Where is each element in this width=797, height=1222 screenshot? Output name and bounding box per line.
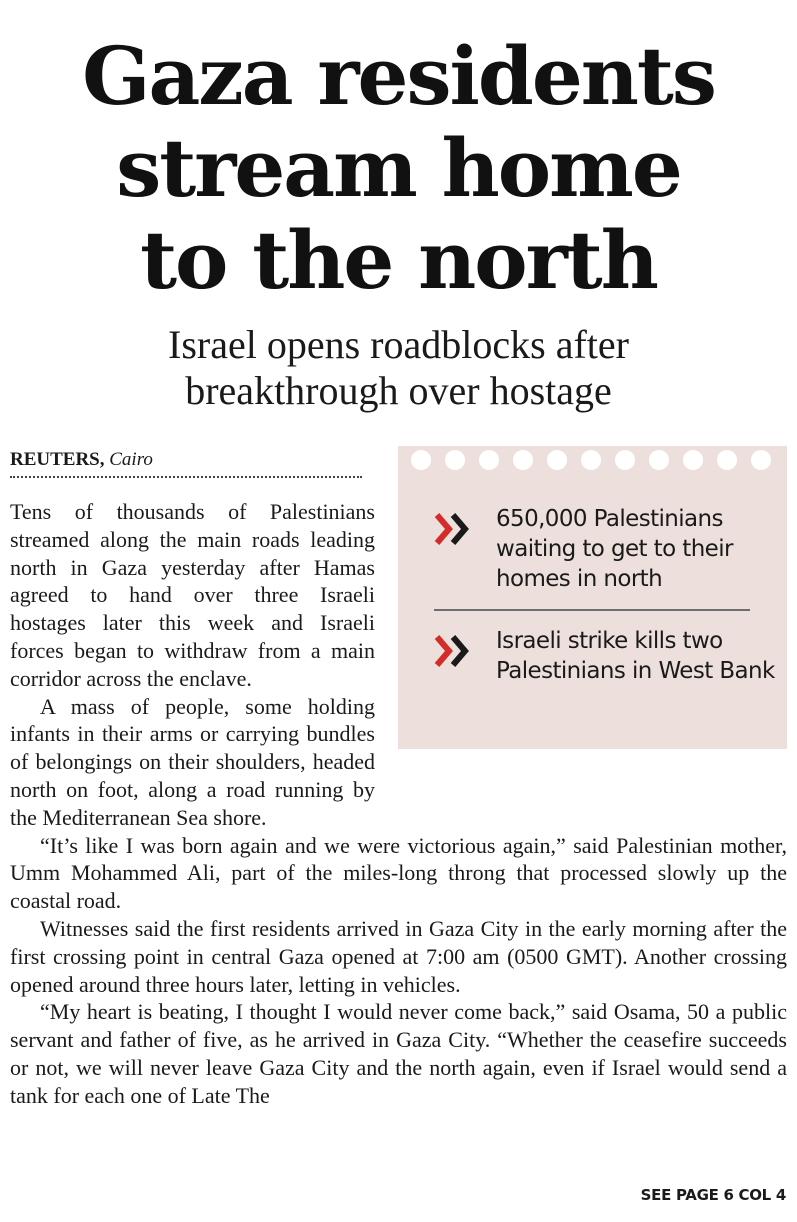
- headline-line-2: stream home: [116, 121, 681, 215]
- notepad-hole: [479, 450, 499, 470]
- subheadline: [0, 322, 797, 414]
- headline-line-1: Gaza residents: [82, 29, 715, 123]
- notepad-hole: [445, 450, 465, 470]
- subheadline-line-1: Israel opens roadblocks after: [168, 322, 629, 367]
- notepad-hole: [547, 450, 567, 470]
- article-paragraph: A mass of people, some holding infants in their arms or carrying bundles of belongings on their shoulders, headed north on foot, along a road running by the Mediterranean Sea shore.: [10, 693, 375, 830]
- highlight-text: 650,000 Palestinians waiting to get to their homes in north: [496, 506, 733, 592]
- subheadline-line-2: breakthrough over hostage: [185, 368, 612, 413]
- divider: [434, 609, 750, 611]
- byline-agency: REUTERS,: [10, 449, 105, 470]
- highlights-box: [398, 446, 787, 749]
- double-chevron-icon: [434, 512, 474, 546]
- article-paragraph: “It’s like I was born again and we were victorious again,” said Palestinian mother, Umm Mohammed Ali, part of the miles-long throng that processed slowly up the coastal road.: [10, 832, 787, 914]
- highlight-text: Israeli strike kills two Palestinians in West Bank: [496, 628, 775, 684]
- byline-dateline: Cairo: [109, 449, 153, 470]
- notepad-hole: [581, 450, 601, 470]
- article-paragraph: “My heart is beating, I thought I would never come back,” said Osama, 50 a public servant and father of five, as he arrived in Gaza City. “Whether the ceasefire succeeds or not, we will never leave Gaza City and the north again, even if Israel would send a tank for each one of Late The: [10, 999, 787, 1108]
- notepad-hole: [751, 450, 771, 470]
- byline: [10, 448, 362, 478]
- article-paragraph: Tens of thousands of Palestinians streamed along the main roads leading north in Gaza yesterday after Hamas agreed to hand over three Israeli hostages later this week and Israeli forces began to withdraw from a main corridor across the enclave.: [10, 499, 375, 691]
- double-chevron-icon: [434, 634, 474, 668]
- notepad-hole: [649, 450, 669, 470]
- notepad-hole: [683, 450, 703, 470]
- notepad-hole: [411, 450, 431, 470]
- notepad-hole: [513, 450, 533, 470]
- notepad-hole: [717, 450, 737, 470]
- notepad-hole: [615, 450, 635, 470]
- article-paragraph: Witnesses said the first residents arrived in Gaza City in the early morning after the first crossing point in central Gaza opened at 7:00 am (0500 GMT). Another crossing opened around three hours later, letting in vehicles.: [10, 915, 787, 997]
- continuation-note: SEE PAGE 6 COL 4: [640, 1186, 786, 1204]
- headline: [0, 30, 797, 306]
- notepad-holes: [398, 446, 787, 476]
- headline-line-3: to the north: [140, 213, 657, 307]
